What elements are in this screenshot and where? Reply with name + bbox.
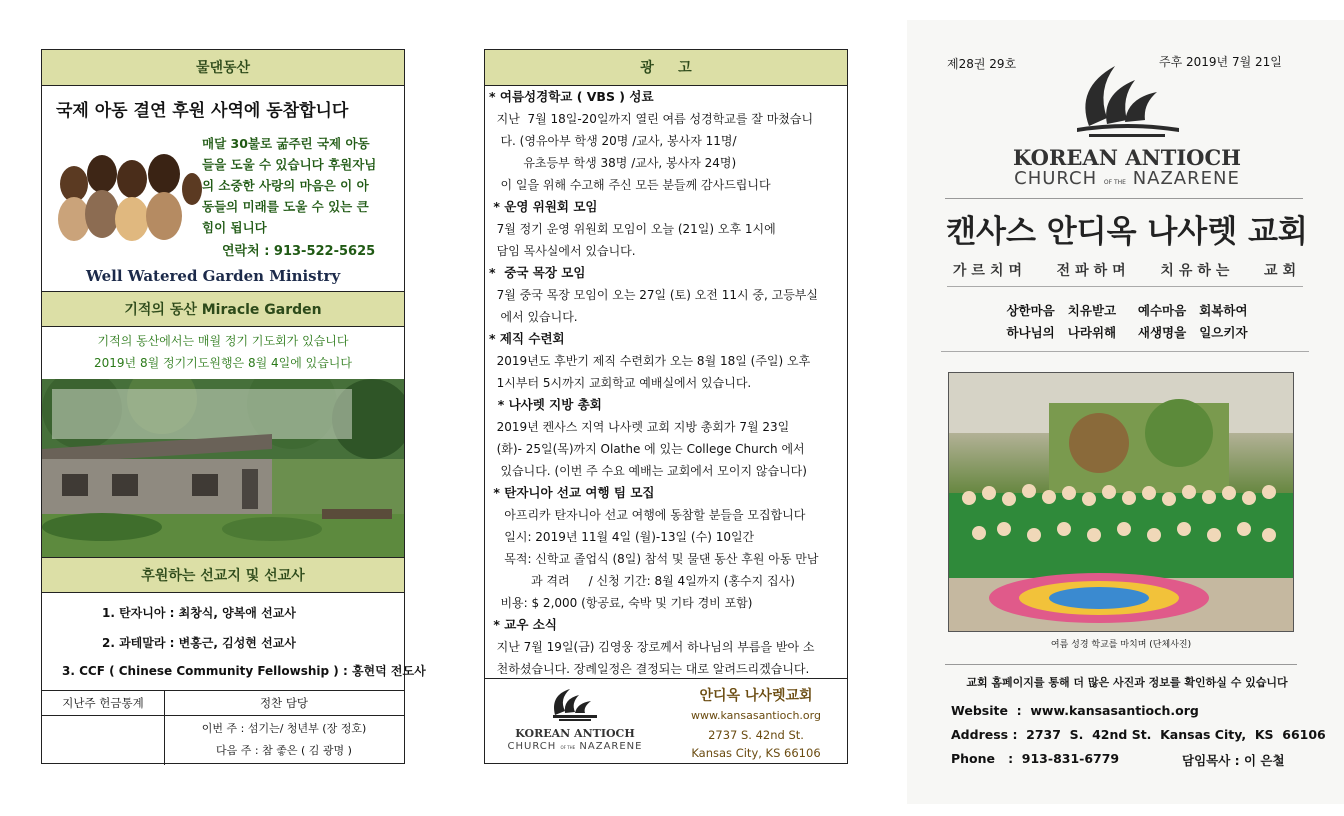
sponsorship-body <box>202 133 402 238</box>
sponsorship-line: 의 소중한 사랑의 마음은 이 아 <box>202 178 369 193</box>
sponsorship-headline: 국제 아동 결연 후원 사역에 동참합니다 <box>56 101 349 121</box>
logo-church-word: CHURCH <box>507 741 557 752</box>
address-line: Address : 2737 S. 42nd St. Kansas City, KS 66106 <box>951 727 1326 742</box>
middle-footer <box>485 678 847 764</box>
announcement-title: * 운영 위원회 모임 <box>489 199 598 214</box>
announcements-list <box>489 86 845 680</box>
logo-divider <box>945 198 1303 199</box>
announcement-item <box>489 394 845 482</box>
photo-caption: 여름 성경 학교를 마치며 (단체사진) <box>1050 640 1192 650</box>
announcement-title: * 중국 목장 모임 <box>489 265 586 280</box>
announcement-line: 있습니다. (이번 주 수요 예배는 교회에서 모이지 않습니다) <box>489 464 807 478</box>
miracle-line: 2019년 8월 정기기도원행은 8월 4일에 있습니다 <box>94 356 352 370</box>
vbs-photo-illustration <box>949 373 1294 632</box>
announcement-line: 이 일을 위해 수고해 주신 모든 분들께 감사드립니다 <box>489 178 771 192</box>
announcement-line: 천하셨습니다. 장례일정은 결정되는 대로 알려드리겠습니다. <box>489 662 810 676</box>
announcement-line: 일시: 2019년 11월 4일 (월)-13일 (수) 10일간 <box>489 530 755 544</box>
offering-header: 지난주 헌금통계 <box>62 696 144 710</box>
logo-text-line1: KOREAN ANTIOCH <box>1012 145 1242 170</box>
sponsorship-line: 매달 30불로 굶주린 국제 아동 <box>202 136 370 151</box>
photo-frame-divider <box>945 664 1297 665</box>
slogan-line: 하나님의 나라위해 새생명을 일으키자 <box>1006 325 1248 340</box>
miracle-garden-text <box>42 328 404 379</box>
announcement-line: 2019년도 후반기 제직 수련회가 오는 8월 18일 (주일) 오후 <box>489 354 811 368</box>
logo-nazarene-word: NAZARENE <box>1132 168 1240 189</box>
logo-of-the: OF THE <box>1103 179 1126 186</box>
mission-item: 2. 과테말라 : 변홍근, 김성현 선교사 <box>102 636 296 650</box>
announcement-line: 비용: $ 2,000 (항공료, 숙박 및 기타 경비 포함) <box>489 596 753 610</box>
announcement-title: * 탄자니아 선교 여행 팀 모집 <box>489 485 655 500</box>
announcement-line: 과 격려 / 신청 기간: 8월 4일까지 (홍수지 집사) <box>489 574 795 588</box>
vbs-group-photo <box>948 372 1294 632</box>
announcement-item <box>489 86 845 196</box>
logo-church-word: CHURCH <box>1014 168 1098 189</box>
middle-panel <box>484 49 848 764</box>
announcement-title: * 나사렛 지방 총회 <box>489 397 602 412</box>
child-sponsorship-section <box>42 86 404 291</box>
announcement-line: 유초등부 학생 38명 /교사, 봉사자 24명) <box>489 156 737 170</box>
slogan-line: 상한마음 치유받고 예수마음 회복하여 <box>1006 303 1248 318</box>
church-title: 캔사스 안디옥 나사렛 교회 <box>946 214 1308 250</box>
logo-text-line1: KOREAN ANTIOCH <box>515 727 635 740</box>
announcement-item <box>489 262 845 328</box>
section-title-miracle-garden: 기적의 동산 Miracle Garden <box>42 291 404 327</box>
logo-of-the: OF THE <box>560 745 576 750</box>
announcement-line: 에서 있습니다. <box>489 310 578 324</box>
right-panel <box>907 20 1344 804</box>
meal-next-week: 다음 주 : 참 좋은 ( 김 광명 ) <box>216 744 352 757</box>
announcements-title: 광 고 <box>485 50 847 86</box>
miracle-garden-photo <box>42 379 404 557</box>
volume-number: 제28권 29호 <box>947 57 1017 71</box>
footer-address2: Kansas City, KS 66106 <box>691 746 821 760</box>
announcement-line: 목적: 신학교 졸업식 (8일) 참석 및 물댄 동산 후원 아동 만남 <box>489 552 819 566</box>
homepage-note: 교회 홈페이지를 통해 더 많은 사진과 정보를 확인하실 수 있습니다 <box>966 676 1288 689</box>
announcement-line: 7월 중국 목장 모임이 오는 27일 (토) 오전 11시 중, 고등부실 <box>489 288 818 302</box>
motto-divider <box>947 286 1303 287</box>
phone-line: Phone : 913-831-6779 <box>951 751 1120 766</box>
footer-website: www.kansasantioch.org <box>691 709 821 722</box>
website-line: Website : www.kansasantioch.org <box>951 703 1199 718</box>
announcement-title: * 제직 수련회 <box>489 331 565 346</box>
mission-item: 3. CCF ( Chinese Community Fellowship ) : 홍현덕 전도사 <box>62 664 426 678</box>
announcement-line: 7월 정기 운영 위원회 모임이 오늘 (21일) 오후 1시에 <box>489 222 776 236</box>
announcement-line: 지난 7월 19일(금) 김영웅 장로께서 하나님의 부름을 받아 소 <box>489 640 815 654</box>
sponsorship-line: 들을 도울 수 있습니다 후원자님 <box>202 157 377 172</box>
slogan-divider <box>941 351 1309 352</box>
meal-header: 정찬 담당 <box>259 696 309 710</box>
announcement-line: (화)- 25일(목)까지 Olathe 에 있는 College Church 에서 <box>489 442 805 456</box>
announcement-item <box>489 614 845 680</box>
announcement-line: 아프리카 탄자니아 선교 여행에 동참할 분들을 모집합니다 <box>489 508 806 522</box>
children-praying-photo <box>52 134 202 244</box>
logo-nazarene-word: NAZARENE <box>579 741 643 752</box>
miracle-line: 기적의 동산에서는 매월 정기 기도회가 있습니다 <box>97 334 349 348</box>
announcement-line: 담임 목사실에서 있습니다. <box>489 244 636 258</box>
section-title-well-watered: 물댄동산 <box>42 50 404 86</box>
missions-list <box>42 594 426 690</box>
church-logo <box>1067 58 1187 144</box>
pastor-line: 담임목사 : 이 은철 <box>1182 753 1285 768</box>
footer-address1: 2737 S. 42nd St. <box>708 728 804 742</box>
footer-church-name: 안디옥 나사렛교회 <box>699 688 813 704</box>
bulletin-date: 주후 2019년 7월 21일 <box>1159 55 1282 69</box>
sponsorship-line: 힘이 됩니다 <box>202 220 267 235</box>
announcement-line: 지난 7월 18일-20일까지 열린 여름 성경학교를 잘 마쳤습니 <box>489 112 814 126</box>
offering-table <box>42 690 404 764</box>
announcement-line: 1시부터 5시까지 교회학교 예배실에서 있습니다. <box>489 376 752 390</box>
church-logo <box>545 685 605 725</box>
logo-text-line2 <box>505 741 645 752</box>
church-motto: 가르치며 전파하며 치유하는 교회 <box>952 263 1302 279</box>
meal-this-week: 이번 주 : 섬기는/ 청년부 (장 정호) <box>201 722 367 735</box>
logo-text-line2 <box>967 168 1287 189</box>
announcement-title: * 교우 소식 <box>489 617 557 632</box>
announcement-item <box>489 328 845 394</box>
ministry-name: Well Watered Garden Ministry <box>86 267 341 285</box>
announcement-line: 2019년 켄사스 지역 나사렛 교회 지방 총회가 7월 23일 <box>489 420 790 434</box>
left-panel <box>41 49 426 764</box>
announcement-title: * 여름성경학교 ( VBS ) 성료 <box>489 89 654 104</box>
sponsorship-line: 동들의 미래를 도울 수 있는 큰 <box>202 199 369 214</box>
announcement-item <box>489 196 845 262</box>
announcement-line: 다. (영유아부 학생 20명 /교사, 봉사자 11명/ <box>489 134 737 148</box>
announcement-item <box>489 482 845 614</box>
mission-item: 1. 탄자니아 : 최창식, 양복애 선교사 <box>102 606 296 620</box>
sponsorship-contact: 연락처 : 913-522-5625 <box>222 244 376 259</box>
section-title-missions: 후원하는 선교지 및 선교사 <box>42 557 404 593</box>
